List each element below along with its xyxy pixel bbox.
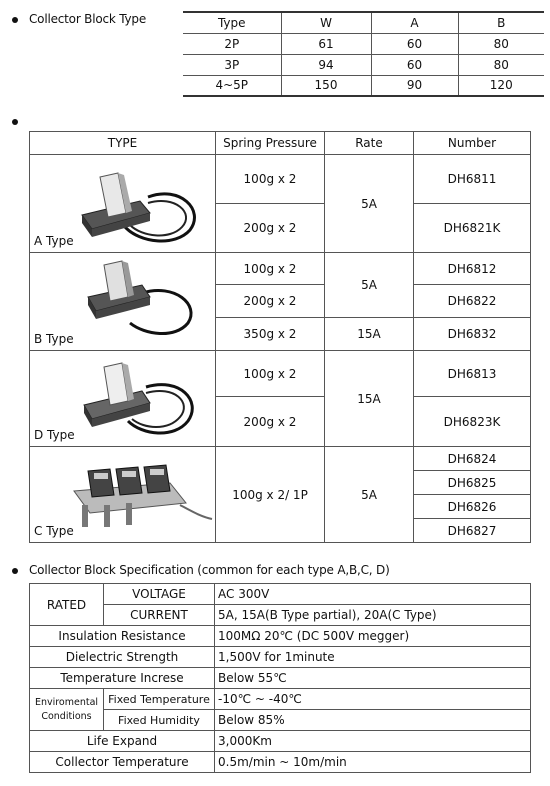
table-cell: 150 — [281, 75, 371, 96]
table-header-row — [30, 132, 531, 155]
spring-pressure-cell: 100g x 2/ 1P — [216, 447, 325, 543]
env-label-line: Conditions — [41, 710, 92, 722]
table-cell: 61 — [281, 33, 371, 54]
number-cell: DH6822 — [414, 285, 531, 318]
spec-value: 5A, 15A(B Type partial), 20A(C Type) — [215, 605, 531, 626]
spec-label: Life Expand — [30, 731, 215, 752]
type-label: C Type — [34, 524, 74, 538]
collector-block-type-heading: Collector Block Type — [29, 12, 146, 26]
spring-pressure-cell: 100g x 2 — [216, 351, 325, 397]
spec-label: Collector Temperature — [30, 752, 215, 773]
table-row — [30, 647, 531, 668]
number-cell: DH6824 — [414, 447, 531, 471]
table-cell: 90 — [371, 75, 458, 96]
rate-cell: 15A — [325, 351, 414, 447]
spec-value: Below 55℃ — [215, 668, 531, 689]
number-cell: DH6812 — [414, 253, 531, 285]
table-row — [183, 54, 544, 75]
number-cell: DH6823K — [414, 397, 531, 447]
number-cell: DH6821K — [414, 204, 531, 253]
table-row — [30, 668, 531, 689]
rate-cell: 5A — [325, 253, 414, 318]
bullet-icon — [12, 17, 18, 23]
type-label: A Type — [34, 234, 74, 248]
type-image-cell — [30, 253, 216, 351]
col-header: W — [281, 12, 371, 33]
specification-table — [29, 583, 531, 773]
table-row — [30, 731, 531, 752]
type-image-cell — [30, 155, 216, 253]
spring-pressure-cell: 200g x 2 — [216, 397, 325, 447]
table-row — [30, 584, 531, 605]
number-cell: DH6832 — [414, 318, 531, 351]
table-cell: 80 — [458, 33, 544, 54]
spec-label: CURRENT — [104, 605, 215, 626]
table-row — [30, 752, 531, 773]
spring-pressure-cell: 350g x 2 — [216, 318, 325, 351]
type-label: D Type — [34, 428, 75, 442]
spec-label: Fixed Temperature — [104, 689, 215, 710]
table-row — [30, 253, 531, 285]
spec-label: VOLTAGE — [104, 584, 215, 605]
col-header: B — [458, 12, 544, 33]
spec-value: 0.5m/min ~ 10m/min — [215, 752, 531, 773]
table-header-row — [183, 12, 544, 33]
table-row — [183, 75, 544, 96]
rate-cell: 15A — [325, 318, 414, 351]
table-row — [30, 605, 531, 626]
spring-pressure-cell: 100g x 2 — [216, 253, 325, 285]
type-image-cell — [30, 447, 216, 543]
env-label-line: Enviromental — [34, 696, 99, 708]
rated-label: RATED — [30, 584, 104, 626]
table-row — [30, 710, 531, 731]
spring-pressure-cell: 200g x 2 — [216, 285, 325, 318]
spring-pressure-cell: 200g x 2 — [216, 204, 325, 253]
spec-value: 1,500V for 1minute — [215, 647, 531, 668]
table-cell: 4~5P — [183, 75, 281, 96]
bullet-icon — [12, 568, 18, 574]
type-label: B Type — [34, 332, 74, 346]
spec-value: 100MΩ 20℃ (DC 500V megger) — [215, 626, 531, 647]
number-cell: DH6813 — [414, 351, 531, 397]
table-cell: 80 — [458, 54, 544, 75]
spec-label: Temperature Increse — [30, 668, 215, 689]
rate-cell: 5A — [325, 447, 414, 543]
spec-label: Fixed Humidity — [104, 710, 215, 731]
col-header: TYPE — [30, 132, 216, 155]
col-header: Rate — [325, 132, 414, 155]
col-header: Type — [183, 12, 281, 33]
specification-heading: Collector Block Specification (common for each type A,B,C, D) — [29, 563, 390, 577]
spec-label: Dielectric Strength — [30, 647, 215, 668]
table-cell: 3P — [183, 54, 281, 75]
number-cell: DH6811 — [414, 155, 531, 204]
table-row — [30, 626, 531, 647]
table-row — [30, 689, 531, 710]
table-cell: 60 — [371, 33, 458, 54]
number-cell: DH6825 — [414, 471, 531, 495]
table-cell: 2P — [183, 33, 281, 54]
spring-pressure-cell: 100g x 2 — [216, 155, 325, 204]
col-header: Number — [414, 132, 531, 155]
table-row — [183, 33, 544, 54]
spec-value: AC 300V — [215, 584, 531, 605]
table-cell: 94 — [281, 54, 371, 75]
number-cell: DH6826 — [414, 495, 531, 519]
spec-label: Insulation Resistance — [30, 626, 215, 647]
spec-value: 3,000Km — [215, 731, 531, 752]
table-cell: 60 — [371, 54, 458, 75]
col-header: A — [371, 12, 458, 33]
collector-block-type-table — [183, 11, 544, 97]
table-cell: 120 — [458, 75, 544, 96]
spec-value: Below 85% — [215, 710, 531, 731]
spec-value: -10℃ ~ -40℃ — [215, 689, 531, 710]
table-row — [30, 155, 531, 204]
type-image-cell — [30, 351, 216, 447]
environmental-conditions-label — [30, 689, 104, 731]
rate-cell: 5A — [325, 155, 414, 253]
col-header: Spring Pressure — [216, 132, 325, 155]
collector-models-table — [29, 131, 531, 543]
bullet-icon — [12, 119, 18, 125]
table-row — [30, 447, 531, 471]
number-cell: DH6827 — [414, 519, 531, 543]
table-row — [30, 351, 531, 397]
